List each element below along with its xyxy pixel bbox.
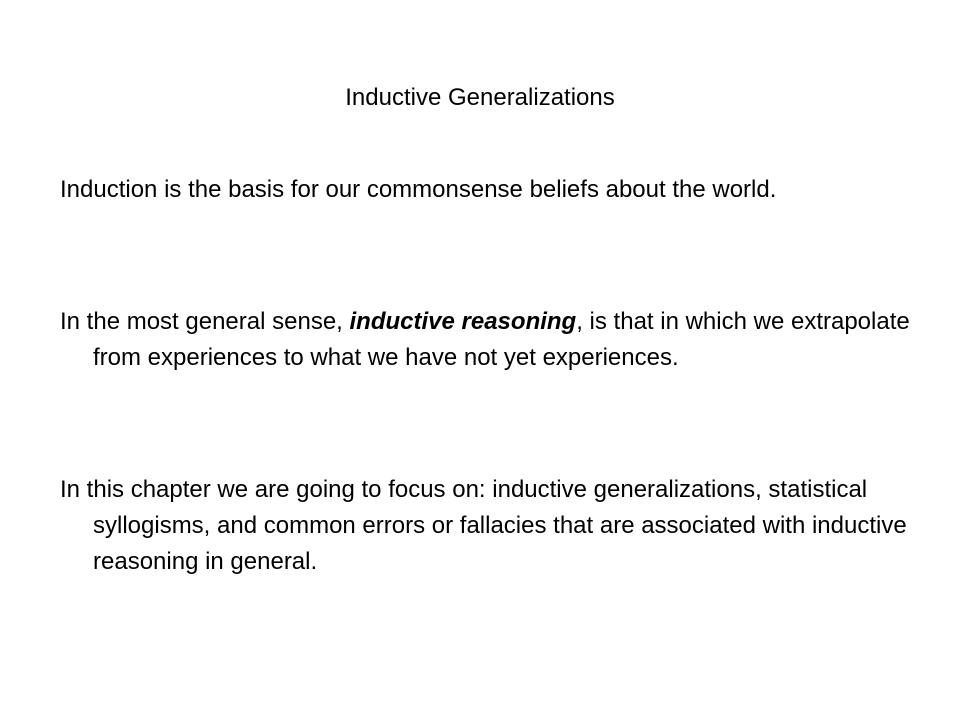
paragraph-inductive-reasoning-definition (60, 304, 923, 376)
paragraph-2-text-after: , is that in which we extrapolate from experiences to what we have not yet experiences. (93, 308, 910, 371)
emphasized-term: inductive reasoning (349, 308, 577, 335)
paragraph-induction-basis: Induction is the basis for our commonsense beliefs about the world. (60, 176, 777, 203)
slide-title: Inductive Generalizations (345, 84, 615, 111)
paragraph-chapter-focus: In this chapter we are going to focus on: inductive generalizations, statistical syllogisms, and common errors or fallacies that are associated with inductive reasoning in general. (60, 476, 907, 575)
paragraph-2-text-before: In the most general sense, (60, 308, 350, 335)
